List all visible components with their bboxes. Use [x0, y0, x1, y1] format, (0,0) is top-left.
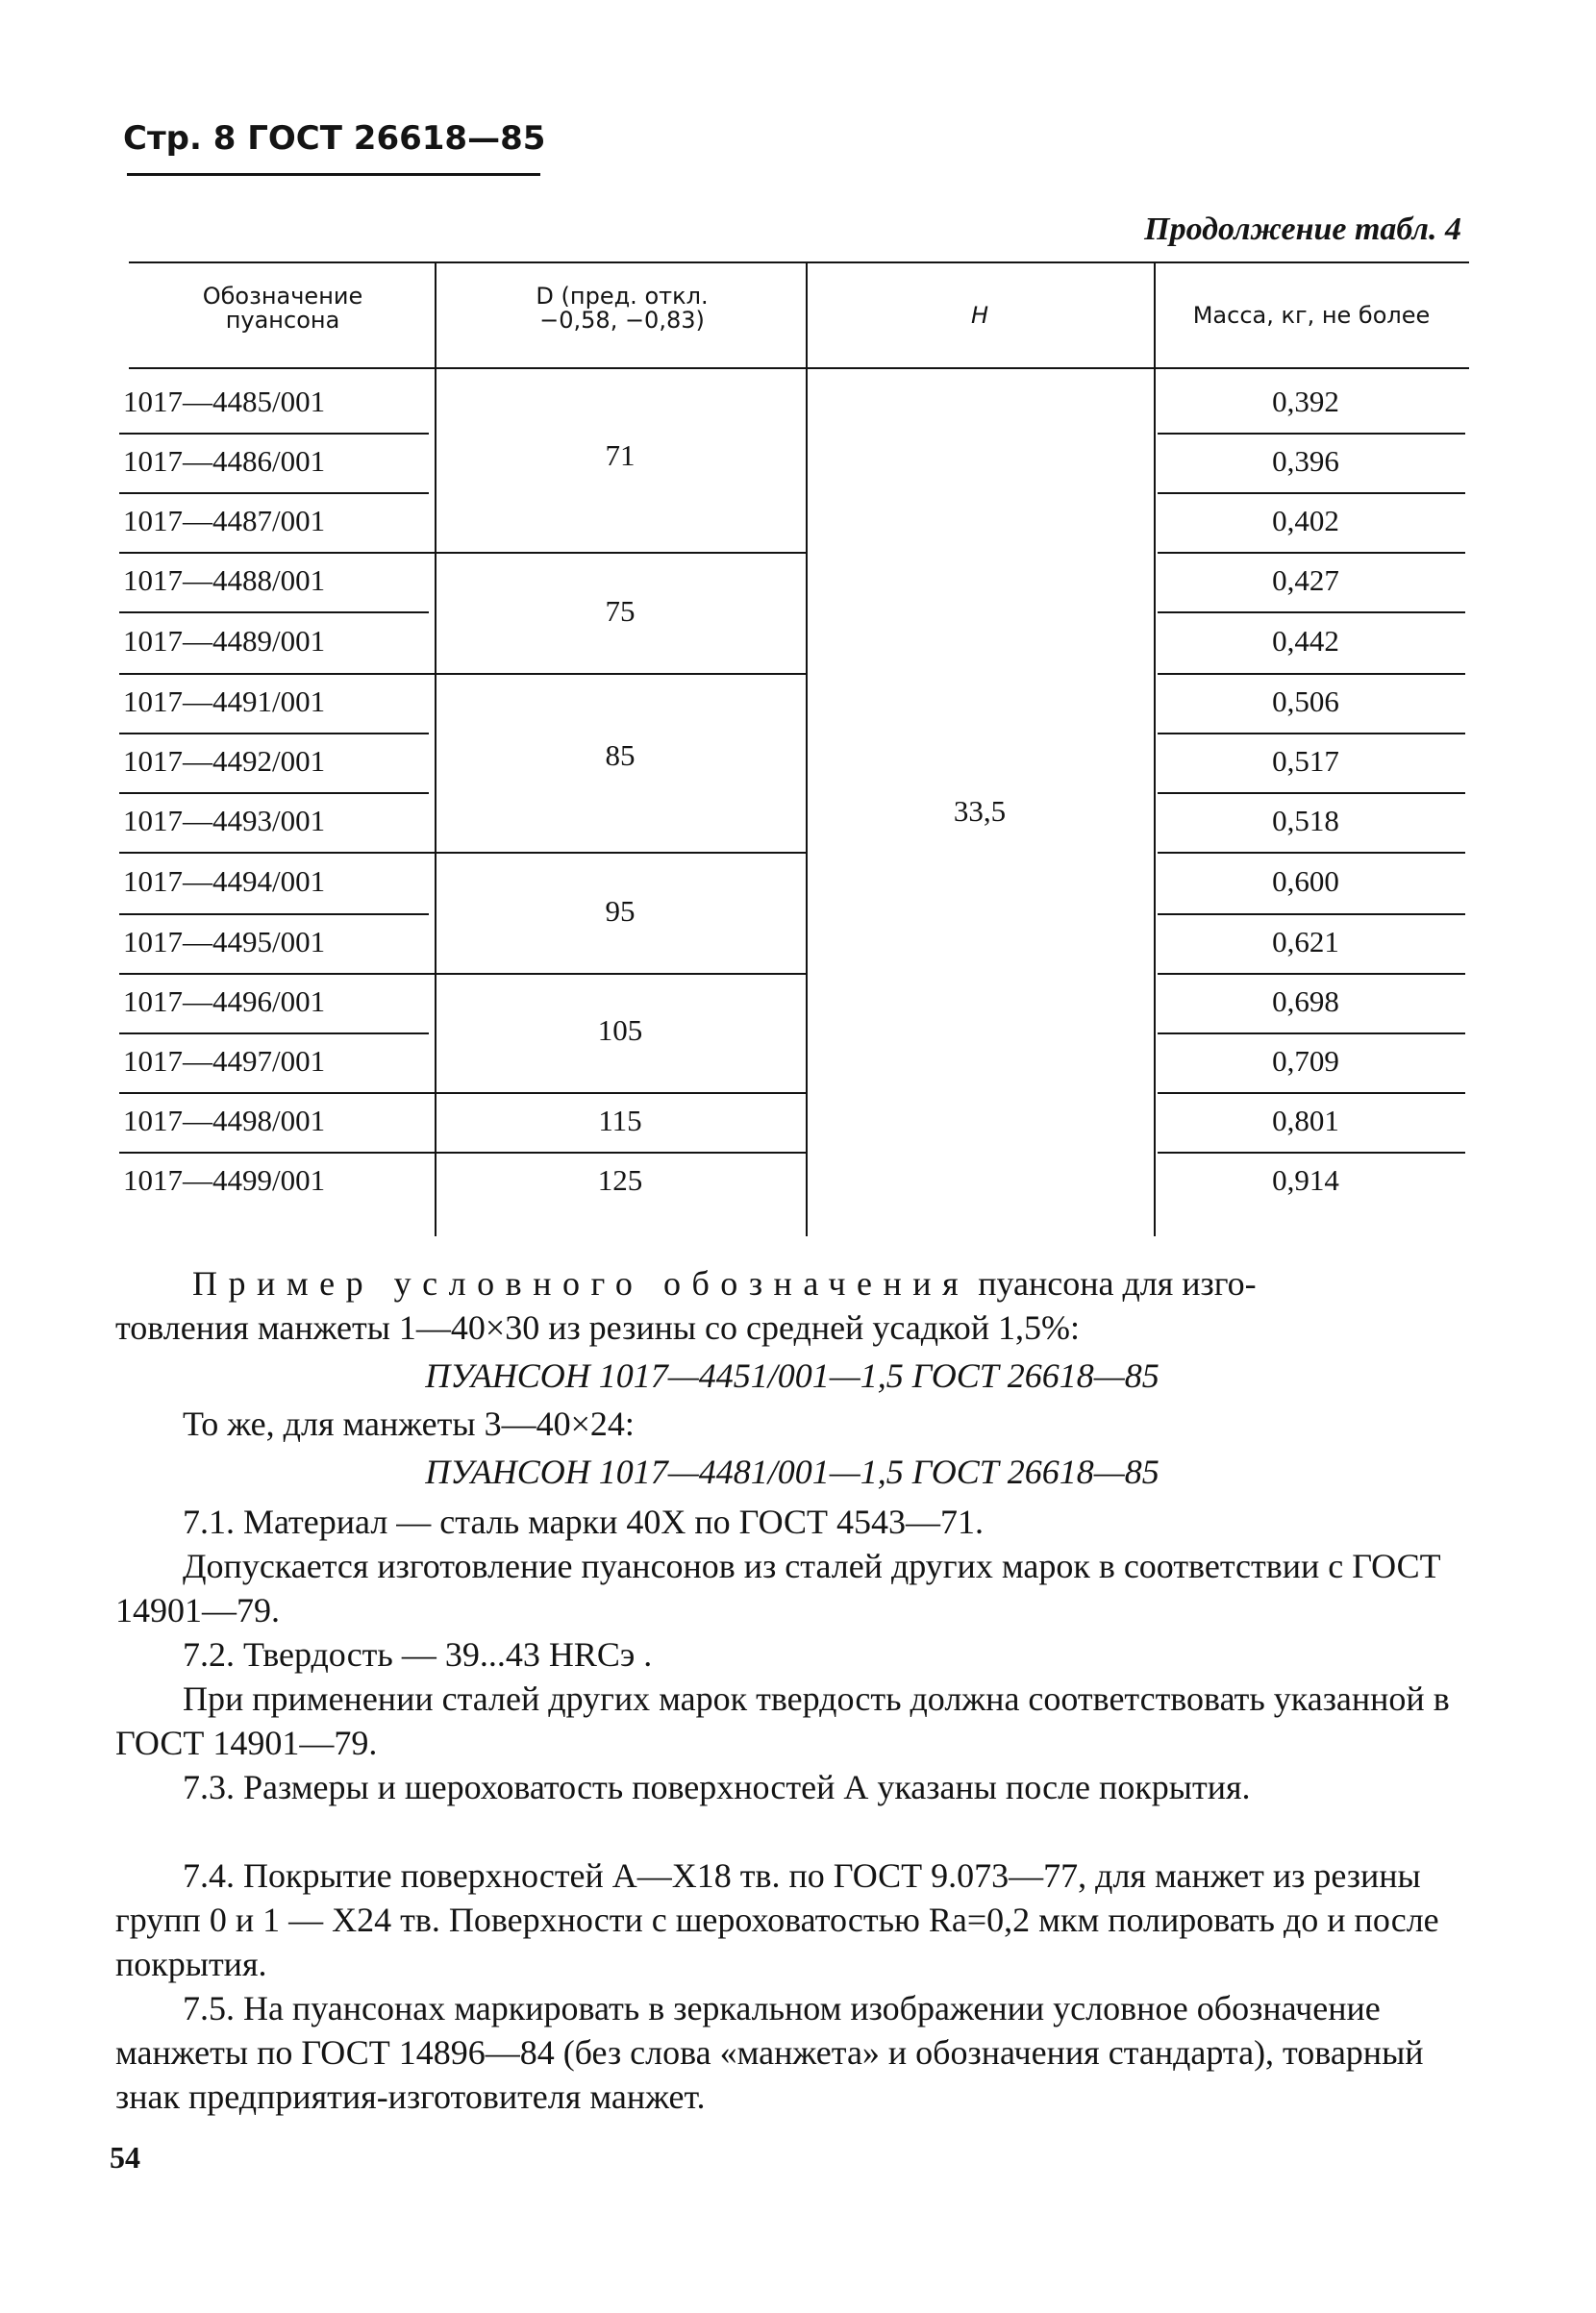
row-mass: 0,517: [1272, 744, 1339, 778]
row-rule: [119, 611, 429, 613]
table-caption: Продолжение табл. 4: [1144, 211, 1461, 247]
row-rule: [119, 433, 429, 435]
d-value: 85: [605, 738, 636, 772]
d-value: 105: [597, 1013, 643, 1047]
row-code: 1017—4492/001: [123, 744, 326, 778]
col-divider-2: [806, 261, 808, 1236]
row-mass: 0,709: [1272, 1044, 1339, 1078]
row-mass: 0,914: [1272, 1163, 1339, 1197]
clause-7-2: 7.2. Твердость — 39...43 HRCэ .: [183, 1635, 653, 1674]
row-rule: [1158, 792, 1465, 794]
clause-7-5: 7.5. На пуансонах маркировать в зеркальном изображении условное обозначение манжеты по ГОСТ 14896—84 (без слова «манжета» и обозначения стандарта), товарный знак предприятия-изготовителя манжет.: [115, 1989, 1424, 2116]
clause-7-2-note: При применении сталей других марок твердость должна соответствовать указанной в ГОСТ 14901—79.: [115, 1679, 1450, 1762]
col-header-h: H: [970, 302, 989, 329]
col-divider-3: [1154, 261, 1156, 1236]
designation-example-2: ПУАНСОН 1017—4481/001—1,5 ГОСТ 26618—85: [425, 1453, 1160, 1491]
row-rule: [119, 973, 806, 975]
row-code: 1017—4497/001: [123, 1044, 326, 1078]
row-code: 1017—4489/001: [123, 624, 326, 658]
row-rule: [119, 552, 806, 554]
example-paragraph: [115, 1261, 1469, 1306]
col-header-mass: Масса, кг, не более: [1192, 302, 1431, 329]
row-rule: [119, 492, 429, 494]
row-rule: [1158, 1152, 1465, 1154]
row-mass: 0,402: [1272, 504, 1339, 537]
page-number: 54: [110, 2140, 140, 2175]
col-header-d: D (пред. откл. −0,58, −0,83): [536, 283, 709, 335]
row-rule: [119, 792, 429, 794]
d-value: 125: [597, 1163, 643, 1197]
designation-example-1: ПУАНСОН 1017—4451/001—1,5 ГОСТ 26618—85: [425, 1356, 1160, 1395]
row-rule: [119, 733, 429, 734]
same-for-text: То же, для манжеты 3—40×24:: [183, 1405, 635, 1443]
example-line2: товления манжеты 1—40×30 из резины со средней усадкой 1,5%:: [115, 1308, 1080, 1347]
row-code: 1017—4486/001: [123, 444, 326, 478]
row-rule: [1158, 673, 1465, 675]
row-rule: [119, 673, 806, 675]
row-mass: 0,396: [1272, 444, 1339, 478]
h-value: 33,5: [953, 794, 1007, 828]
row-code: 1017—4487/001: [123, 504, 326, 537]
col-header-designation: Обозначение пуансона: [202, 283, 363, 335]
row-code: 1017—4498/001: [123, 1104, 326, 1137]
row-mass: 0,518: [1272, 804, 1339, 837]
row-code: 1017—4493/001: [123, 804, 326, 837]
row-rule: [1158, 852, 1465, 854]
row-rule: [119, 913, 429, 915]
clause-7-3: 7.3. Размеры и шероховатость поверхностей А указаны после покрытия.: [183, 1768, 1251, 1806]
row-code: 1017—4485/001: [123, 385, 326, 418]
row-mass: 0,392: [1272, 385, 1339, 418]
row-code: 1017—4495/001: [123, 925, 326, 958]
row-rule: [1158, 492, 1465, 494]
row-rule: [119, 1032, 429, 1034]
row-mass: 0,621: [1272, 925, 1339, 958]
row-rule: [1158, 1092, 1465, 1094]
row-mass: 0,442: [1272, 624, 1339, 658]
row-code: 1017—4494/001: [123, 864, 326, 898]
clause-7-1-note: Допускается изготовление пуансонов из сталей других марок в соответствии с ГОСТ 14901—79.: [115, 1547, 1441, 1629]
row-rule: [1158, 973, 1465, 975]
row-mass: 0,600: [1272, 864, 1339, 898]
row-rule: [1158, 433, 1465, 435]
table-header-rule: [129, 367, 1469, 369]
example-rest: пуансона для изго-: [969, 1264, 1257, 1303]
row-mass: 0,698: [1272, 984, 1339, 1018]
row-rule: [1158, 552, 1465, 554]
row-rule: [119, 1092, 806, 1094]
row-code: 1017—4491/001: [123, 684, 326, 718]
row-code: 1017—4499/001: [123, 1163, 326, 1197]
header-rule: [127, 173, 540, 176]
row-code: 1017—4488/001: [123, 563, 326, 597]
row-mass: 0,801: [1272, 1104, 1339, 1137]
row-rule: [1158, 611, 1465, 613]
row-rule: [1158, 913, 1465, 915]
row-mass: 0,427: [1272, 563, 1339, 597]
row-code: 1017—4496/001: [123, 984, 326, 1018]
clause-7-4: 7.4. Покрытие поверхностей А—Х18 тв. по ГОСТ 9.073—77, для манжет из резины групп 0 и 1 — Х24 тв. Поверхности с шероховатостью Ra=0,2 мкм полировать до и после покрытия.: [115, 1856, 1439, 1983]
row-mass: 0,506: [1272, 684, 1339, 718]
page-header: Стр. 8 ГОСТ 26618—85: [123, 119, 546, 158]
clause-7-1: 7.1. Материал — сталь марки 40Х по ГОСТ 4543—71.: [183, 1503, 985, 1541]
row-rule: [1158, 1032, 1465, 1034]
example-lead: Пример условного обозначения: [192, 1264, 970, 1303]
row-rule: [119, 1152, 806, 1154]
d-value: 75: [605, 594, 636, 628]
d-value: 71: [605, 438, 636, 472]
table-top-rule: [129, 261, 1469, 263]
d-value: 115: [598, 1104, 642, 1137]
row-rule: [119, 852, 806, 854]
d-value: 95: [605, 894, 636, 928]
row-rule: [1158, 733, 1465, 734]
